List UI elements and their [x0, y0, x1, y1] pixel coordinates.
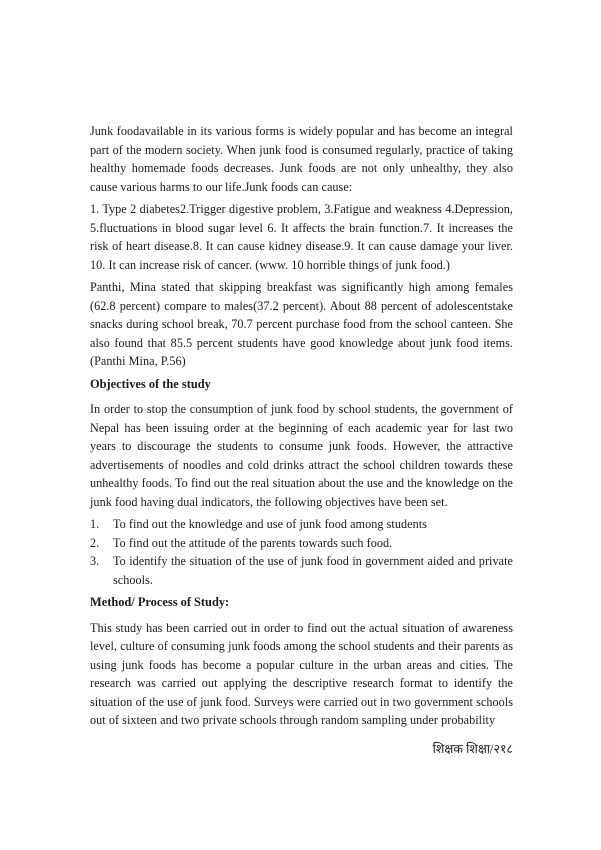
- list-item-number: 3.: [90, 554, 100, 568]
- journal-footer-page-number: शिक्षक शिक्षा/२१८: [432, 742, 513, 756]
- paragraph-panthi-citation: Panthi, Mina stated that skipping breakfast was significantly high among females (62.8 percent) compare to males(37.2 percent). About 88 percent of adolescentstake snacks during school break, 70.7 percent purchase food from the school canteen. She also found that 85.5 percent students have good knowledge about junk food items. (Panthi Mina, P.56): [90, 280, 513, 368]
- objectives-list-item-1: [90, 515, 513, 534]
- list-item-text: To find out the attitude of the parents towards such food.: [113, 535, 393, 550]
- heading-objectives-of-study: Objectives of the study: [90, 376, 211, 391]
- paragraph-objectives-intro: In order to stop the consumption of junk food by school students, the government of Nepal has been issuing order at the beginning of each academic year for last two years to discourage the students to consume junk foods. However, the attractive advertisements of noodles and cold drinks attract the school children towards these unhealthy foods. To find out the real situation about the use and the knowledge on the junk food having dual indicators, the following objectives have been set.: [90, 402, 513, 509]
- paragraph-method-description: This study has been carried out in order to find out the actual situation of awareness level, culture of consuming junk foods among the school students and their parents as using junk foods has become a popular culture in the urban areas and cities. The research was carried out applying the descriptive research format to identify the situation of the use of junk food. Surveys were carried out in two government schools out of sixteen and two private schools through random sampling under probability: [90, 620, 513, 727]
- list-item-number: 1.: [90, 517, 100, 531]
- objectives-list-item-2: [90, 534, 513, 553]
- paragraph-junk-food-causes: 1. Type 2 diabetes2.Trigger digestive problem, 3.Fatigue and weakness 4.Depression, 5.fluctuations in blood sugar level 6. It affects the brain function.7. It increases the risk of heart disease.8. It can cause kidney disease.9. It can cause damage your liver. 10. It can increase risk of cancer. (www. 10 horrible things of junk food.): [90, 202, 513, 272]
- list-item-number: 2.: [90, 535, 100, 550]
- list-item-text: To identify the situation of the use of junk food in government aided and private schools.: [113, 554, 513, 587]
- list-item-text: To find out the knowledge and use of junk food among students: [113, 517, 427, 531]
- heading-method-process-of-study: Method/ Process of Study:: [90, 595, 230, 609]
- objectives-list-item-3: [90, 552, 513, 589]
- page-body-text: [90, 122, 513, 734]
- objectives-list: [90, 515, 513, 589]
- paragraph-junk-food-intro: Junk foodavailable in its various forms is widely popular and has become an integral part of the modern society. When junk food is consumed regularly, practice of taking healthy homemade foods decreases. Junk foods are not only unhealthy, they also cause various harms to our life.Junk foods can cause:: [90, 124, 513, 194]
